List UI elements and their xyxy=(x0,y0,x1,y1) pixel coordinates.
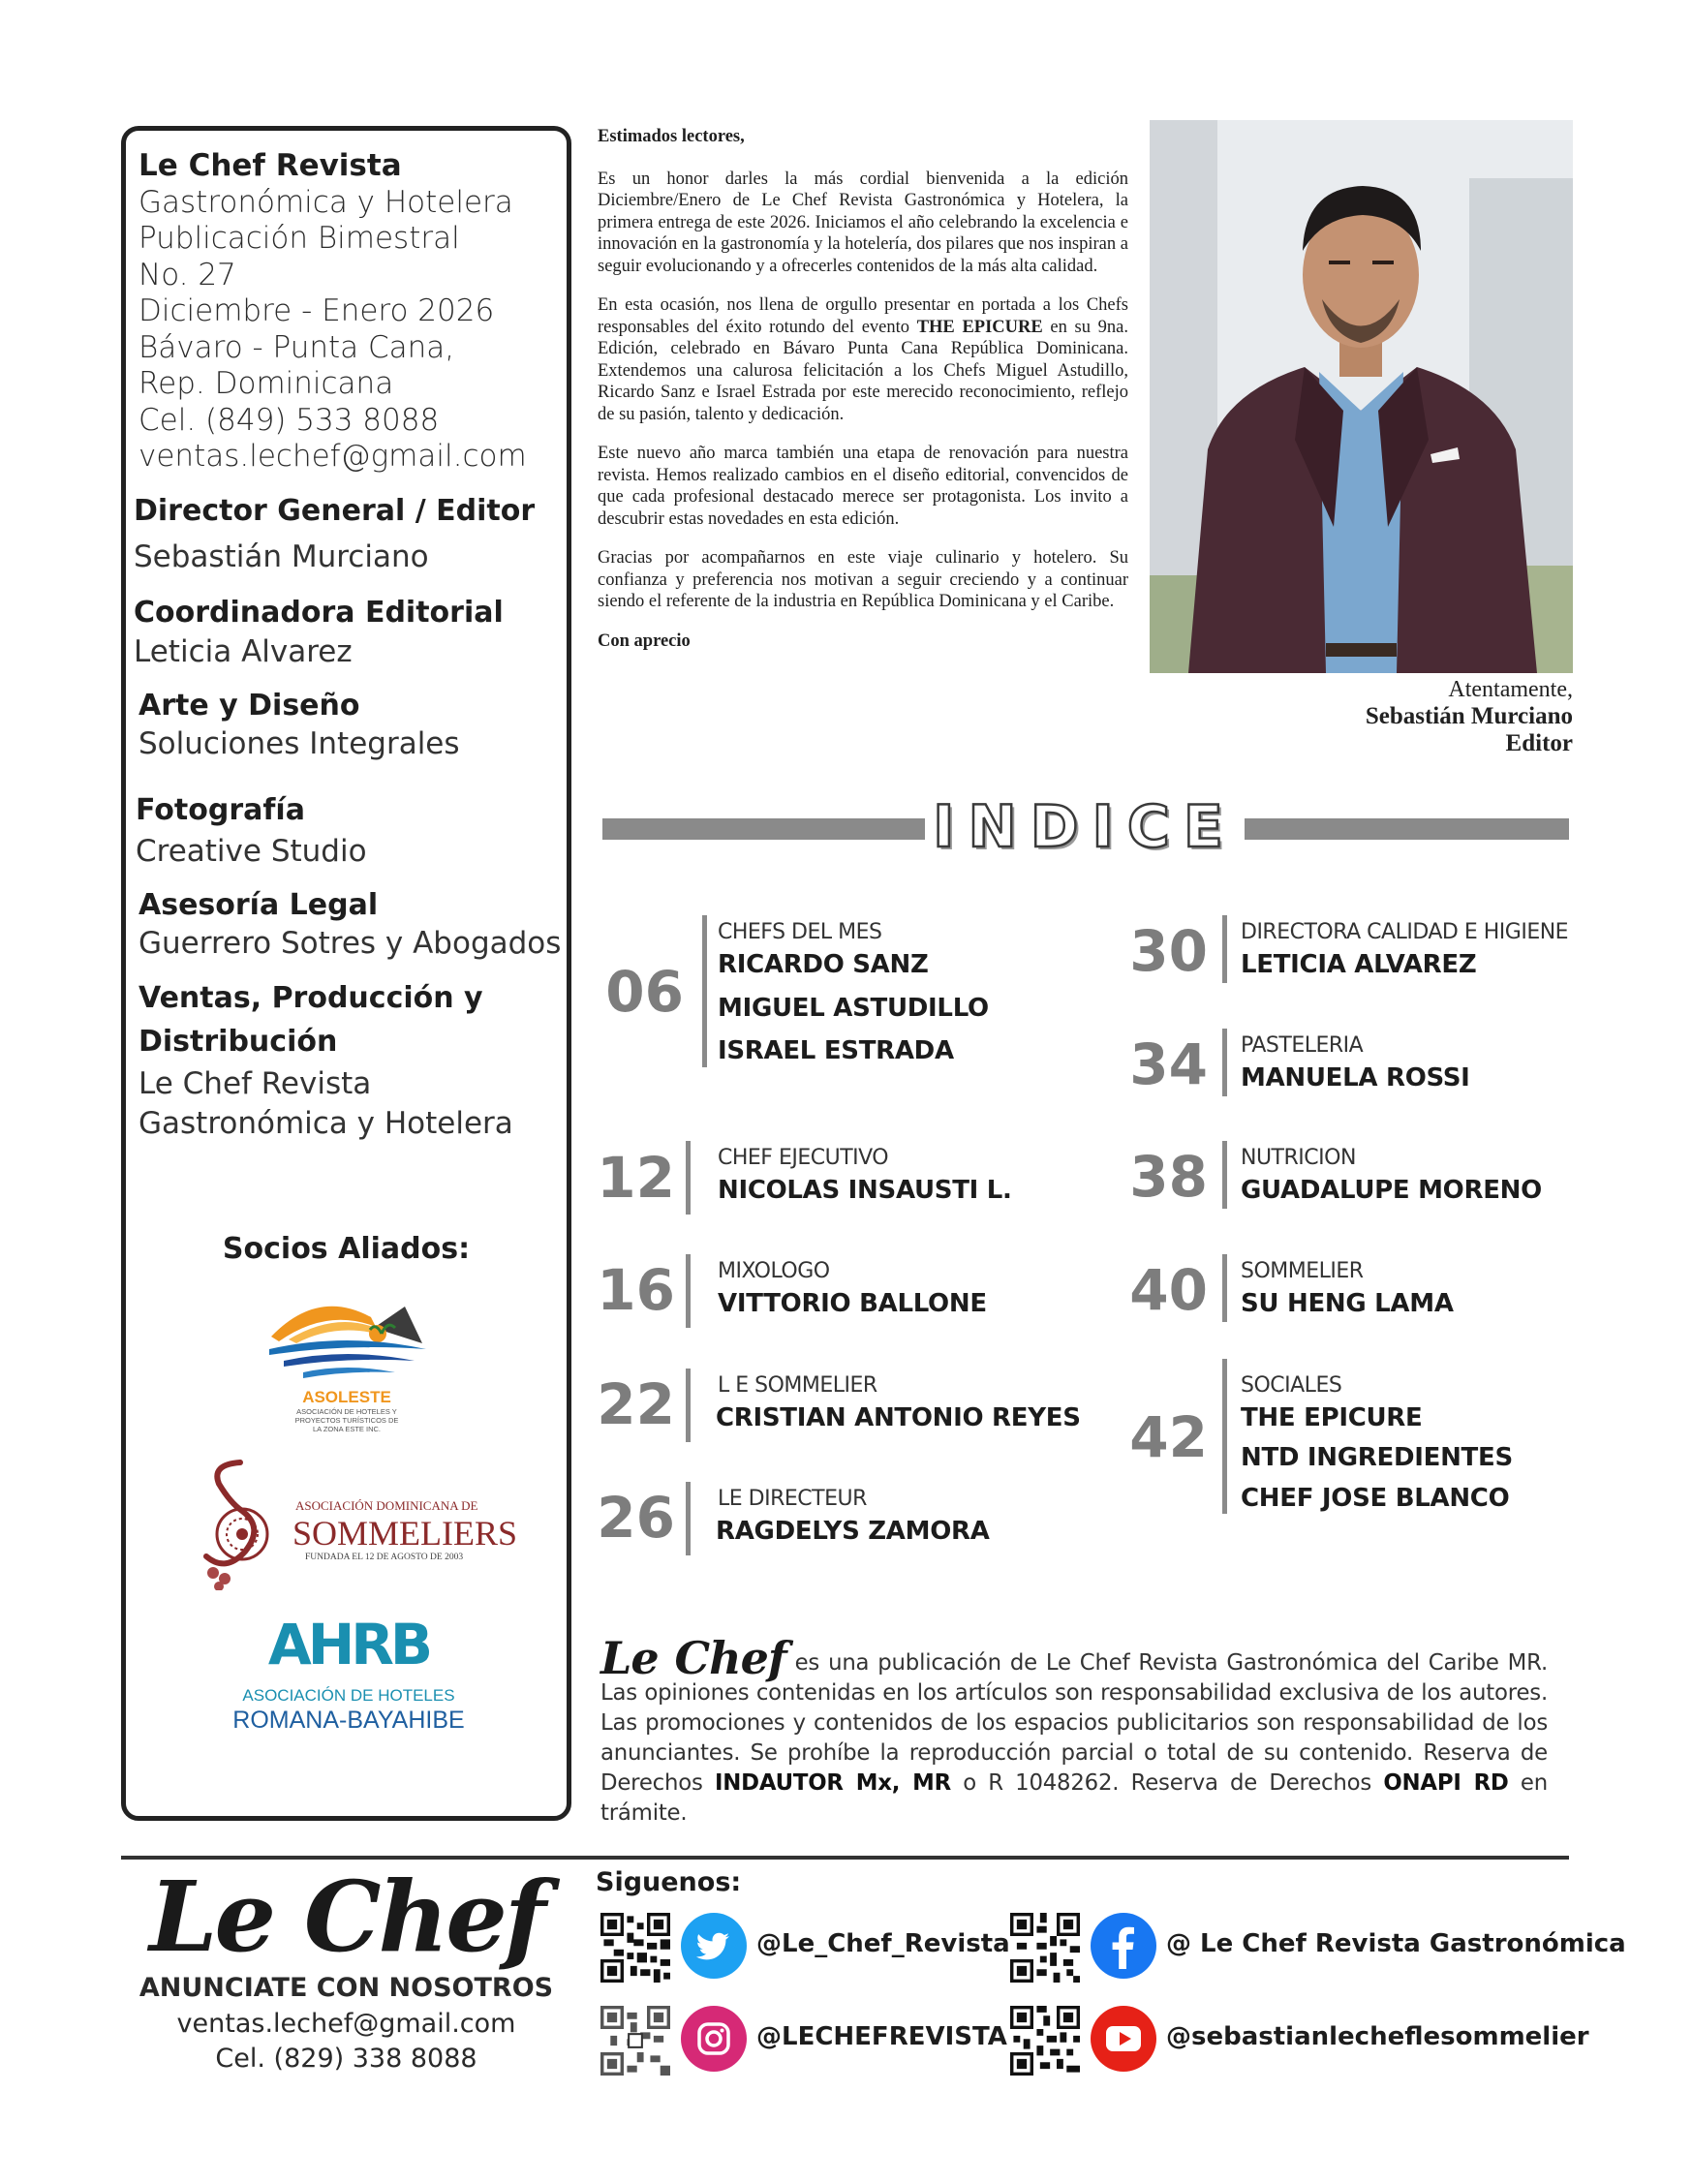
index-page-number: 30 xyxy=(1129,918,1208,984)
editor-letter xyxy=(598,126,1128,669)
staff-role: Arte y Diseño xyxy=(138,689,360,723)
index-item: MIGUEL ASTUDILLO xyxy=(718,994,989,1023)
masthead xyxy=(138,148,527,476)
sommeliers-name: SOMMELIERS xyxy=(292,1514,518,1553)
index-title: INDICE xyxy=(933,793,1237,861)
staff-name: Leticia Alvarez xyxy=(134,634,353,669)
index-item: VITTORIO BALLONE xyxy=(718,1289,987,1318)
legal-notice xyxy=(600,1632,1548,1829)
index-item: LETICIA ALVAREZ xyxy=(1241,950,1477,979)
index-item: NICOLAS INSAUSTI L. xyxy=(718,1176,1012,1205)
editor-photo xyxy=(1150,120,1573,673)
twitter-icon[interactable] xyxy=(681,1913,747,1979)
staff-name: Gastronómica y Hotelera xyxy=(138,1106,513,1141)
signature-title: Editor xyxy=(1505,730,1573,756)
letter-closing: Con aprecio xyxy=(598,631,691,651)
index-item: THE EPICURE xyxy=(1241,1403,1423,1432)
legal-text: es una publicación de Le Chef Revista Gastronómica del Caribe MR. Las opiniones contenidas en los artículos son responsabilidad exclusiva de los autores. Las promociones y contenidos de los espacios publicitarios son responsabilidad de los anunciantes. Se prohíbe la reproducción parcial o total de su contenido. Reserva de Derechos xyxy=(600,1650,1548,1796)
instagram-handle[interactable]: @LECHEFREVISTA xyxy=(756,2022,1007,2051)
staff-role: Fotografía xyxy=(136,793,305,827)
sommeliers-sub: FUNDADA EL 12 DE AGOSTO DE 2003 xyxy=(305,1553,464,1562)
footer-phone: Cel. (829) 338 8088 xyxy=(215,2044,477,2074)
index-category: SOMMELIER xyxy=(1241,1259,1364,1283)
legal-text: en trámite. xyxy=(600,1770,1548,1826)
letter-text: En esta ocasión, nos llena de orgullo presentar en portada a los Chefs responsables del éxito rotundo del evento xyxy=(598,295,1128,337)
instagram-icon[interactable] xyxy=(681,2006,747,2072)
sommeliers-top: ASOCIACIÓN DOMINICANA DE xyxy=(295,1498,478,1513)
index-divider xyxy=(1222,1359,1227,1514)
staff-name: Le Chef Revista xyxy=(138,1066,372,1101)
index-page-number: 12 xyxy=(597,1145,675,1211)
index-item: GUADALUPE MORENO xyxy=(1241,1176,1542,1205)
index-category: DIRECTORA CALIDAD E HIGIENE xyxy=(1241,920,1569,944)
asoleste-name: ASOLESTE xyxy=(302,1388,391,1406)
index-category: SOCIALES xyxy=(1241,1373,1342,1398)
masthead-line: No. 27 xyxy=(138,257,236,292)
footer-cta: ANUNCIATE CON NOSOTROS xyxy=(138,1973,554,2003)
signature-name: Sebastián Murciano xyxy=(1365,703,1573,729)
index-category: L E SOMMELIER xyxy=(718,1373,877,1398)
index-divider xyxy=(702,915,707,1067)
masthead-line: Bávaro - Punta Cana, xyxy=(138,329,455,365)
index-page-number: 42 xyxy=(1129,1404,1208,1470)
qr-code-icon[interactable] xyxy=(600,1913,670,1983)
editor-portrait-image xyxy=(1150,120,1573,673)
index-item: ISRAEL ESTRADA xyxy=(718,1036,954,1065)
masthead-title: Le Chef Revista xyxy=(138,148,402,183)
asoleste-sub: ASOCIACIÓN DE HOTELES Y xyxy=(296,1407,397,1416)
letter-text: en su 9na. Edición, celebrado en Bávaro Punta Cana República Dominicana. Extendemos una calurosa felicitación a los Chefs Miguel Astudillo, Ricardo Sanz e Israel Estrada por este merecido reconocimiento, reflejo de su pasión, talento y dedicación. xyxy=(598,317,1128,424)
footer-email[interactable]: ventas.lechef@gmail.com xyxy=(176,2009,516,2039)
facebook-icon[interactable] xyxy=(1091,1913,1156,1979)
masthead-line: Rep. Dominicana xyxy=(138,366,394,401)
partners-title: Socios Aliados: xyxy=(222,1232,471,1266)
legal-brand: Le Chef xyxy=(600,1632,786,1684)
index-divider xyxy=(686,1369,691,1442)
index-page-number: 26 xyxy=(597,1485,675,1551)
index-item: RAGDELYS ZAMORA xyxy=(716,1517,990,1546)
qr-code-icon[interactable] xyxy=(600,2006,670,2076)
index-category: LE DIRECTEUR xyxy=(718,1487,867,1511)
index-divider xyxy=(1222,1029,1227,1096)
signature-line: Atentamente, xyxy=(1448,677,1573,702)
index-divider xyxy=(1222,1141,1227,1209)
index-divider xyxy=(1222,915,1227,983)
qr-code-icon[interactable] xyxy=(1010,1913,1080,1983)
youtube-handle[interactable]: @sebastianlecheflesommelier xyxy=(1166,2022,1589,2051)
youtube-icon[interactable] xyxy=(1091,2006,1156,2072)
letter-paragraph: Gracias por acompañarnos en este viaje culinario y hotelero. Su confianza y preferencia nos motivan a seguir creciendo y a continuar siendo el referente de la industria en República Dominicana y el Caribe. xyxy=(598,548,1128,611)
index-item: RICARDO SANZ xyxy=(718,950,929,979)
letter-paragraph xyxy=(598,294,1128,425)
staff-role: Coordinadora Editorial xyxy=(134,596,504,630)
ahrb-logo xyxy=(203,1612,494,1738)
letter-paragraph: Es un honor darles la más cordial bienvenida a la edición Diciembre/Enero de Le Chef Revista Gastronómica y Hotelera, la primera entrega de este 2026. Iniciamos el año celebrando la excelencia e innovación en la gastronomía y la hotelería, dos pilares que nos inspiran a seguir evolucionando y a ofrecerles contenidos de la más alta calidad. xyxy=(598,169,1128,276)
ahrb-line2: ROMANA-BAYAHIBE xyxy=(232,1707,465,1734)
index-page-number: 38 xyxy=(1129,1144,1208,1210)
sommeliers-emblem-icon xyxy=(192,1455,279,1590)
facebook-handle[interactable]: @ Le Chef Revista Gastronómica xyxy=(1166,1929,1626,1958)
index-page-number: 34 xyxy=(1129,1031,1208,1097)
index-page-number: 16 xyxy=(597,1257,675,1323)
letter-paragraph: Este nuevo año marca también una etapa de renovación para nuestra revista. Hemos realizado cambios en el diseño editorial, convencidos de que cada profesional destacado merece ser protagonista. Los invito a descubrir estas novedades en esta edición. xyxy=(598,444,1128,529)
index-category: PASTELERIA xyxy=(1241,1033,1364,1058)
twitter-handle[interactable]: @Le_Chef_Revista xyxy=(756,1929,1010,1958)
masthead-line: Publicación Bimestral xyxy=(138,221,460,256)
masthead-phone: Cel. (849) 533 8088 xyxy=(138,402,440,438)
ahrb-line1: ASOCIACIÓN DE HOTELES xyxy=(242,1686,455,1705)
staff-role: Asesoría Legal xyxy=(138,888,379,922)
ahrb-name: AHRB xyxy=(267,1612,430,1677)
staff-role: Ventas, Producción y xyxy=(138,981,483,1015)
staff-role: Director General / Editor xyxy=(134,494,536,528)
staff-name: Sebastián Murciano xyxy=(134,539,429,574)
legal-text: o R 1048262. Reserva de Derechos xyxy=(950,1770,1384,1796)
index-category: NUTRICION xyxy=(1241,1146,1356,1170)
index-page-number: 22 xyxy=(597,1371,675,1437)
index-item: CHEF JOSE BLANCO xyxy=(1241,1484,1510,1513)
masthead-line: Gastronómica y Hotelera xyxy=(138,184,513,220)
staff-role: Distribución xyxy=(138,1025,338,1059)
index-divider xyxy=(686,1254,691,1328)
index-item: NTD INGREDIENTES xyxy=(1241,1443,1513,1472)
index-item: CRISTIAN ANTONIO REYES xyxy=(716,1403,1081,1432)
sommeliers-logo xyxy=(192,1455,518,1590)
letter-event: THE EPICURE xyxy=(916,317,1043,337)
legal-bold: ONAPI RD xyxy=(1383,1770,1509,1796)
asoleste-sub: PROYECTOS TURÍSTICOS DE xyxy=(294,1416,399,1425)
index-category: CHEF EJECUTIVO xyxy=(718,1146,889,1170)
staff-name: Soluciones Integrales xyxy=(138,726,460,761)
follow-label: Siguenos: xyxy=(596,1867,742,1897)
masthead-email: ventas.lechef@gmail.com xyxy=(138,439,527,474)
footer-logo: Le Chef xyxy=(149,1860,543,1974)
staff-name: Creative Studio xyxy=(136,834,367,869)
qr-code-icon[interactable] xyxy=(1010,2006,1080,2076)
index-divider xyxy=(686,1482,691,1555)
index-page-number: 40 xyxy=(1129,1257,1208,1323)
index-divider xyxy=(686,1141,691,1215)
index-item: MANUELA ROSSI xyxy=(1241,1063,1470,1092)
editor-signature xyxy=(1366,677,1573,757)
staff-name: Guerrero Sotres y Abogados xyxy=(138,926,562,961)
asoleste-emblem-icon xyxy=(260,1293,434,1390)
index-divider xyxy=(1222,1254,1227,1322)
index-item: SU HENG LAMA xyxy=(1241,1289,1454,1318)
legal-bold: INDAUTOR Mx, MR xyxy=(714,1770,951,1796)
index-category: MIXOLOGO xyxy=(718,1259,830,1283)
masthead-line: Diciembre - Enero 2026 xyxy=(138,293,495,328)
index-category: CHEFS DEL MES xyxy=(718,920,882,944)
index-page-number: 06 xyxy=(605,959,684,1025)
asoleste-sub: LA ZONA ESTE INC. xyxy=(312,1425,382,1433)
letter-greeting: Estimados lectores, xyxy=(598,127,745,146)
asoleste-logo xyxy=(260,1293,434,1443)
